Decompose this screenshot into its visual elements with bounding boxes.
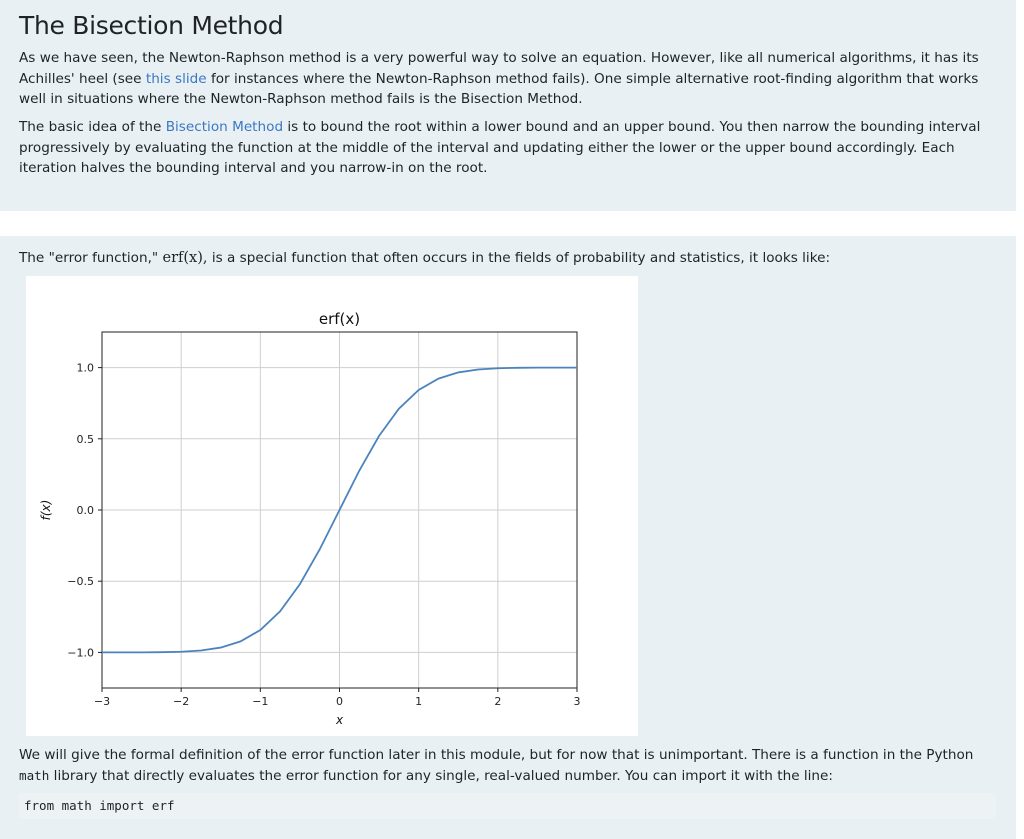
this-slide-link[interactable]: this slide (145, 70, 207, 87)
formal-text-2: library that directly evaluates the error function for any single, real-valued number. You can import it with the line: (49, 767, 833, 784)
intro-text-1: As we have seen, the Newton-Raphson method is a very powerful way to solve an equation. However, like all numerical algorithms, it has its Achilles' heel (see (19, 50, 979, 87)
x-tick-label: 0 (336, 695, 343, 708)
bisection-method-link[interactable]: Bisection Method (165, 119, 284, 135)
code-block[interactable] (19, 793, 996, 819)
basic-idea-text-2: is to bound the root within a lower bound and an upper bound. You then narrow the bounding interval progressively by evaluating the function at the middle of the interval and updating either the lower or the upper bound accordingly. Each iteration halves the bounding interval and you narrow-in on the root. (19, 119, 981, 176)
erf-intro-text-1: The "error function," (19, 250, 163, 266)
y-ticks (67, 362, 102, 660)
x-tick-label: 1 (415, 695, 423, 708)
basic-idea-text-1: The basic idea of the (19, 119, 166, 135)
x-tick-label: −3 (93, 695, 111, 708)
y-tick-label: 0.0 (76, 504, 94, 517)
erf-intro-text-2: is a special function that often occurs in the fields of probability and statistics, it looks like: (207, 250, 831, 266)
formal-text-1: We will give the formal definition of the error function later in this module, but for now that is unimportant. There is a function in the Python (19, 747, 974, 763)
code-line: from math import erf (24, 798, 175, 813)
x-tick-label: 3 (573, 695, 581, 708)
erf-chart (26, 276, 638, 736)
y-tick-label: 1.0 (76, 361, 94, 375)
y-tick-label: −1.0 (67, 646, 94, 660)
intro-paragraph (19, 48, 994, 110)
basic-idea-paragraph (19, 117, 994, 179)
x-ticks (94, 688, 581, 708)
chart-title: erf(x) (318, 310, 361, 328)
next-paragraph-partial (19, 831, 994, 839)
x-tick-label: 2 (494, 695, 502, 708)
math-inline-code: math (19, 767, 50, 783)
erf-math: erf(x), (162, 250, 208, 266)
erf-intro-paragraph (19, 248, 994, 269)
erf-figure (26, 276, 638, 736)
formal-definition-paragraph (19, 745, 994, 786)
x-tick-label: −1 (252, 695, 269, 708)
y-tick-label: 0.5 (76, 432, 94, 446)
x-tick-label: −2 (173, 695, 190, 708)
y-tick-label: −0.5 (67, 575, 94, 589)
page-title: The Bisection Method (19, 11, 284, 40)
y-axis-label: f(x) (39, 499, 53, 521)
intro-text-2: for instances where the Newton-Raphson method fails). One simple alternative root-finding algorithm that works well in situations where the Newton-Raphson method fails is the Bisection Method. (19, 70, 979, 107)
x-axis-label: x (335, 713, 344, 727)
